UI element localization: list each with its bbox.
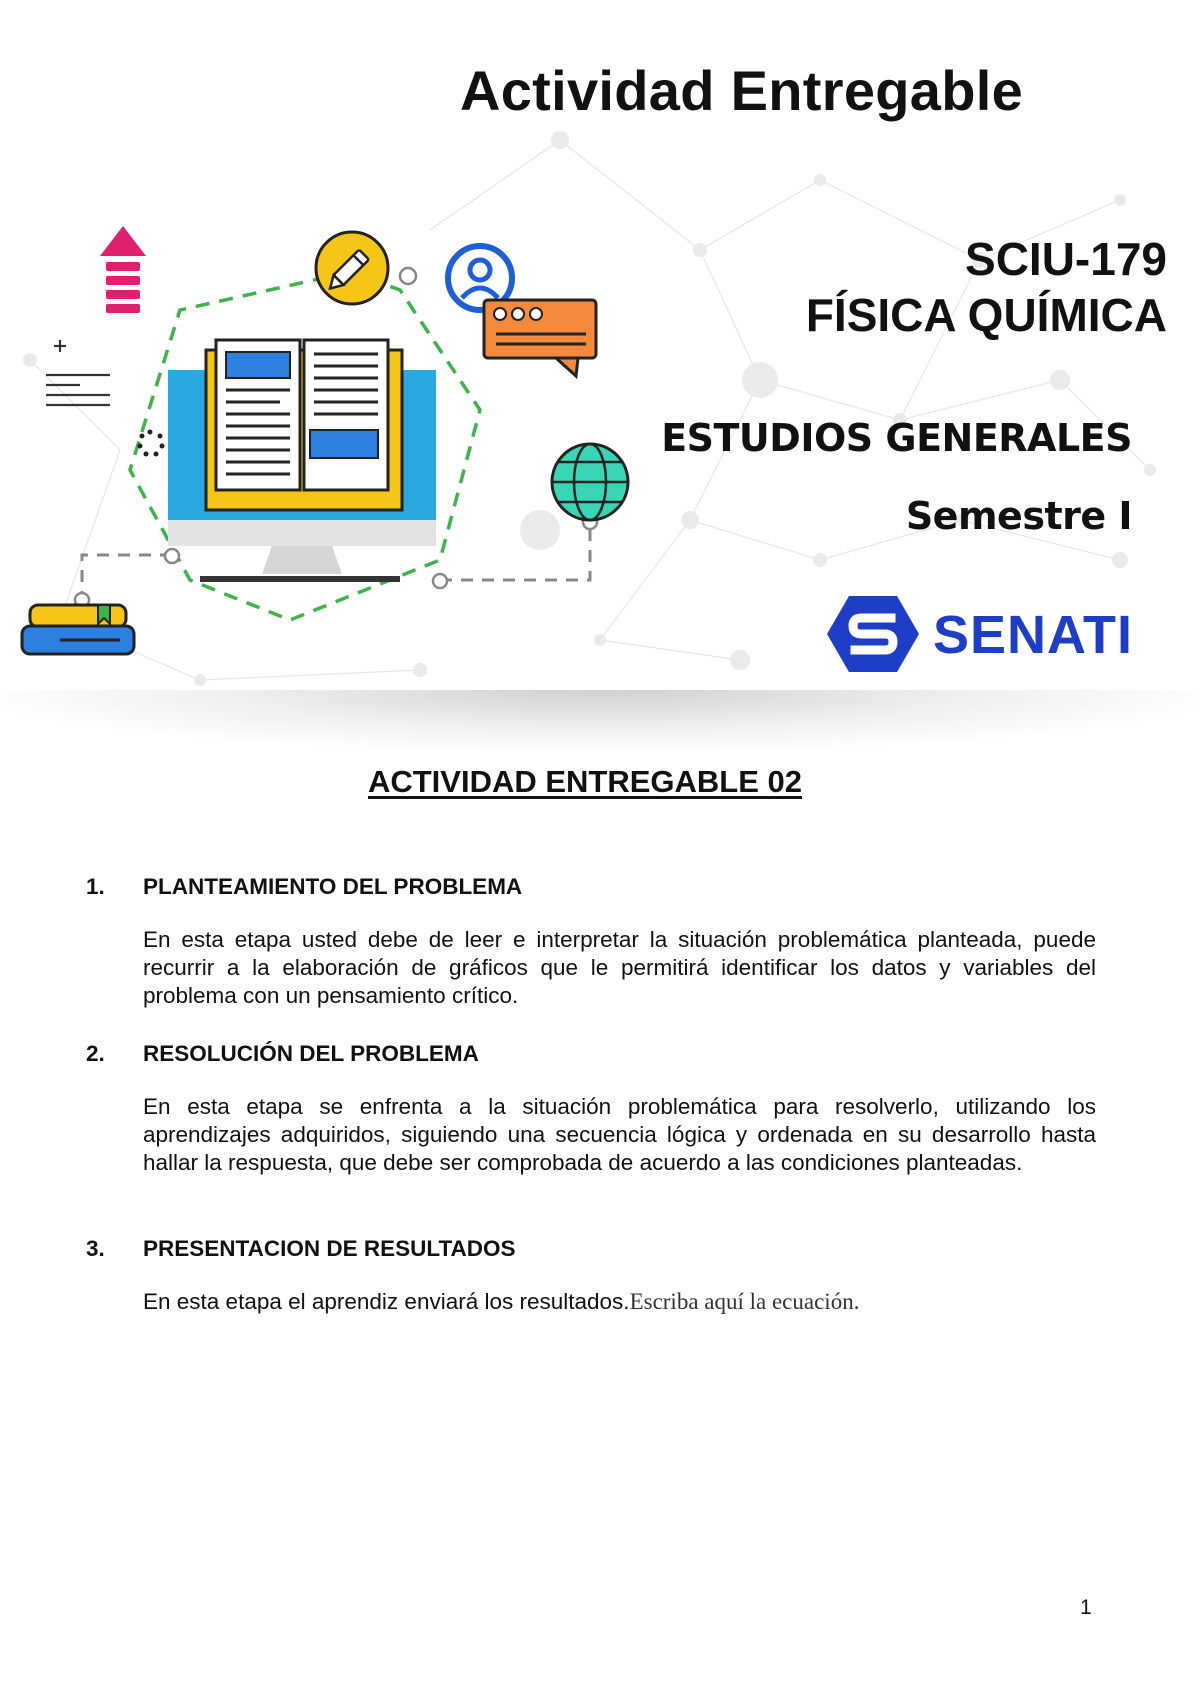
cover-header [0,0,1200,760]
course-code: SCIU-179 [965,233,1167,285]
section-title: RESOLUCIÓN DEL PROBLEMA [143,1041,479,1066]
arrow-up-icon [100,226,146,313]
chat-bubble-icon [484,300,596,376]
section-heading [86,1041,1096,1067]
section-resolucion [86,1041,1096,1177]
section-number: 1. [86,874,105,899]
section-number: 2. [86,1041,105,1066]
sparkle-icon [138,430,165,457]
section-title: PLANTEAMIENTO DEL PROBLEMA [143,874,523,899]
open-book-icon [206,340,402,510]
books-icon [22,605,134,654]
pencil-icon [316,232,388,304]
section-number: 3. [86,1236,105,1261]
globe-icon [552,444,628,520]
document-title: ACTIVIDAD ENTREGABLE 02 [367,764,803,799]
section-heading [86,1236,1096,1262]
logo-text: SENATI [933,605,1134,665]
equation-placeholder[interactable]: Escriba aquí la ecuación. [629,1289,860,1314]
education-illustration [0,200,660,680]
section-body-text: En esta etapa el aprendiz enviará los resultados. [143,1289,630,1314]
page-number: 1 [1080,1596,1092,1619]
section-body: En esta etapa se enfrenta a la situación problemática para resolverlo, utilizando los aprendizajes adquiridos, siguiendo una secuencia lógica y ordenada en su desarrollo hasta hallar la respuesta, que debe ser comprobada de acuerdo a las condiciones planteadas. [143,1094,1096,1175]
section-resultados [86,1236,1096,1316]
main-title: Actividad Entregable [460,59,1024,122]
section-title: PRESENTACION DE RESULTADOS [143,1236,516,1261]
department: ESTUDIOS GENERALES [661,416,1132,460]
section-body [143,1288,1096,1316]
section-heading [86,874,1096,900]
senati-logo [825,592,1145,682]
header-shadow [0,690,1200,750]
senati-emblem-icon [825,592,921,676]
section-planteamiento [86,874,1096,1010]
semester: Semestre I [905,494,1132,538]
text-lines-icon [46,340,110,405]
course-name: FÍSICA QUÍMICA [805,289,1167,341]
section-body: En esta etapa usted debe de leer e interpretar la situación problemática planteada, puede recurrir a la elaboración de gráficos que le permitirá identificar los datos y variables del problema con un pensamiento crítico. [143,927,1096,1008]
